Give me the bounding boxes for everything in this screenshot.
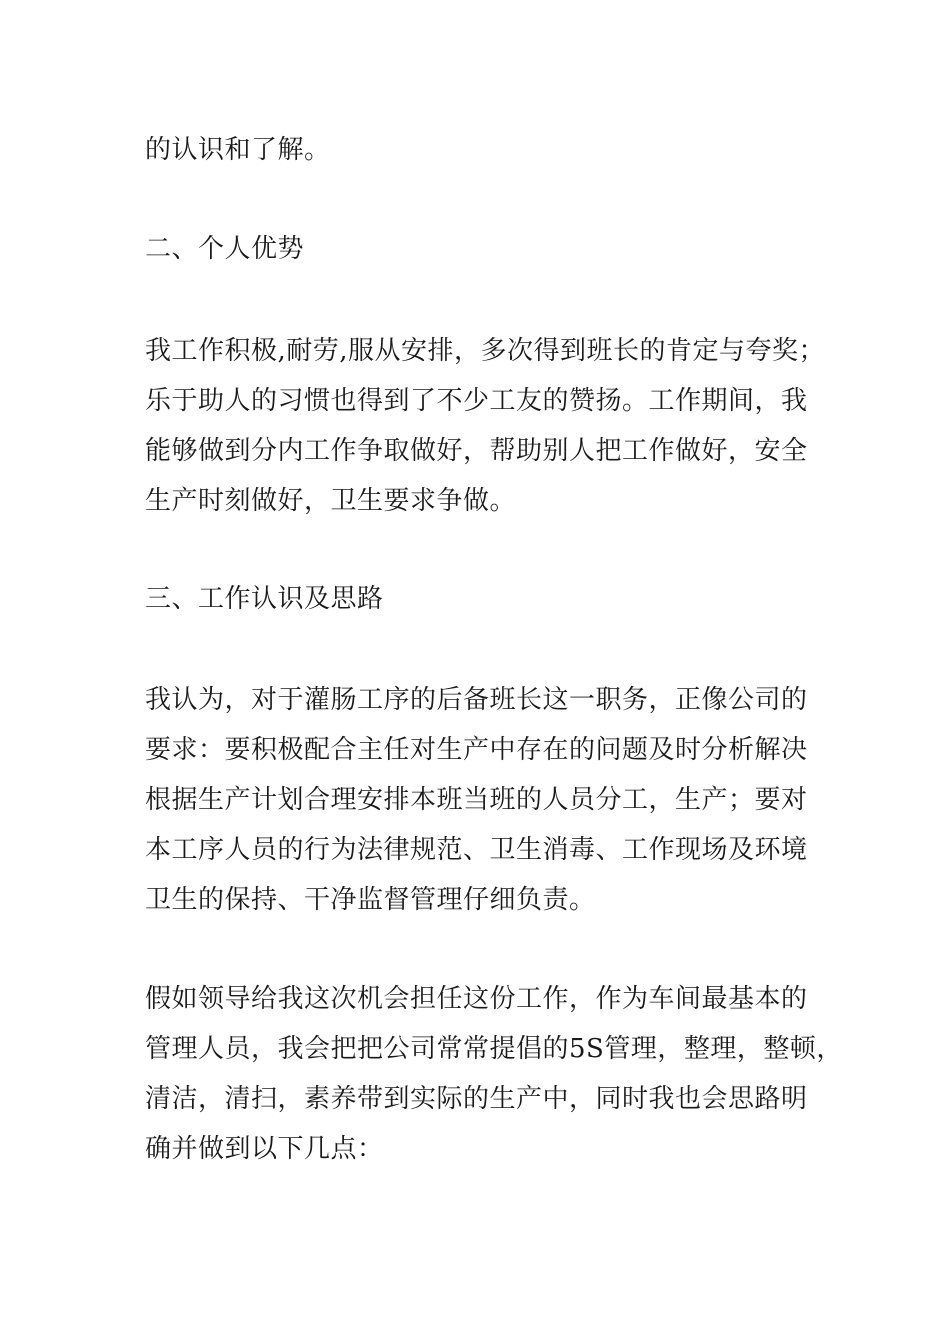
- paragraph-line: 假如领导给我这次机会担任这份工作，作为车间最基本的: [145, 984, 808, 1014]
- paragraph-line: 我认为，对于灌肠工序的后备班长这一职务，正像公司的: [145, 685, 808, 715]
- paragraph-line: 管理人员，我会把把公司常常提倡的5S管理，整理，整顿，: [145, 1034, 843, 1064]
- paragraph-line: 本工序人员的行为法律规范、卫生消毒、工作现场及环境: [145, 835, 808, 865]
- paragraph-line: 能够做到分内工作争取做好，帮助别人把工作做好，安全: [145, 436, 808, 466]
- paragraph-line: 根据生产计划合理安排本班当班的人员分工，生产；要对: [145, 785, 808, 815]
- paragraph-line: 卫生的保持、干净监督管理仔细负责。: [145, 885, 596, 915]
- continuation-text: 的认识和了解。: [145, 135, 331, 165]
- paragraph-line: 乐于助人的习惯也得到了不少工友的赞扬。工作期间，我: [145, 386, 808, 416]
- paragraph-line: 清洁，清扫，素养带到实际的生产中，同时我也会思路明: [145, 1084, 808, 1114]
- paragraph-line: 确并做到以下几点：: [145, 1134, 384, 1164]
- paragraph-line: 生产时刻做好，卫生要求争做。: [145, 486, 517, 516]
- section-heading-understanding: 三、工作认识及思路: [145, 584, 384, 614]
- paragraph-line: 我工作积极,耐劳,服从安排，多次得到班长的肯定与夸奖；: [145, 336, 826, 366]
- section-heading-advantages: 二、个人优势: [145, 234, 305, 264]
- paragraph-line: 要求：要积极配合主任对生产中存在的问题及时分析解决: [145, 735, 808, 765]
